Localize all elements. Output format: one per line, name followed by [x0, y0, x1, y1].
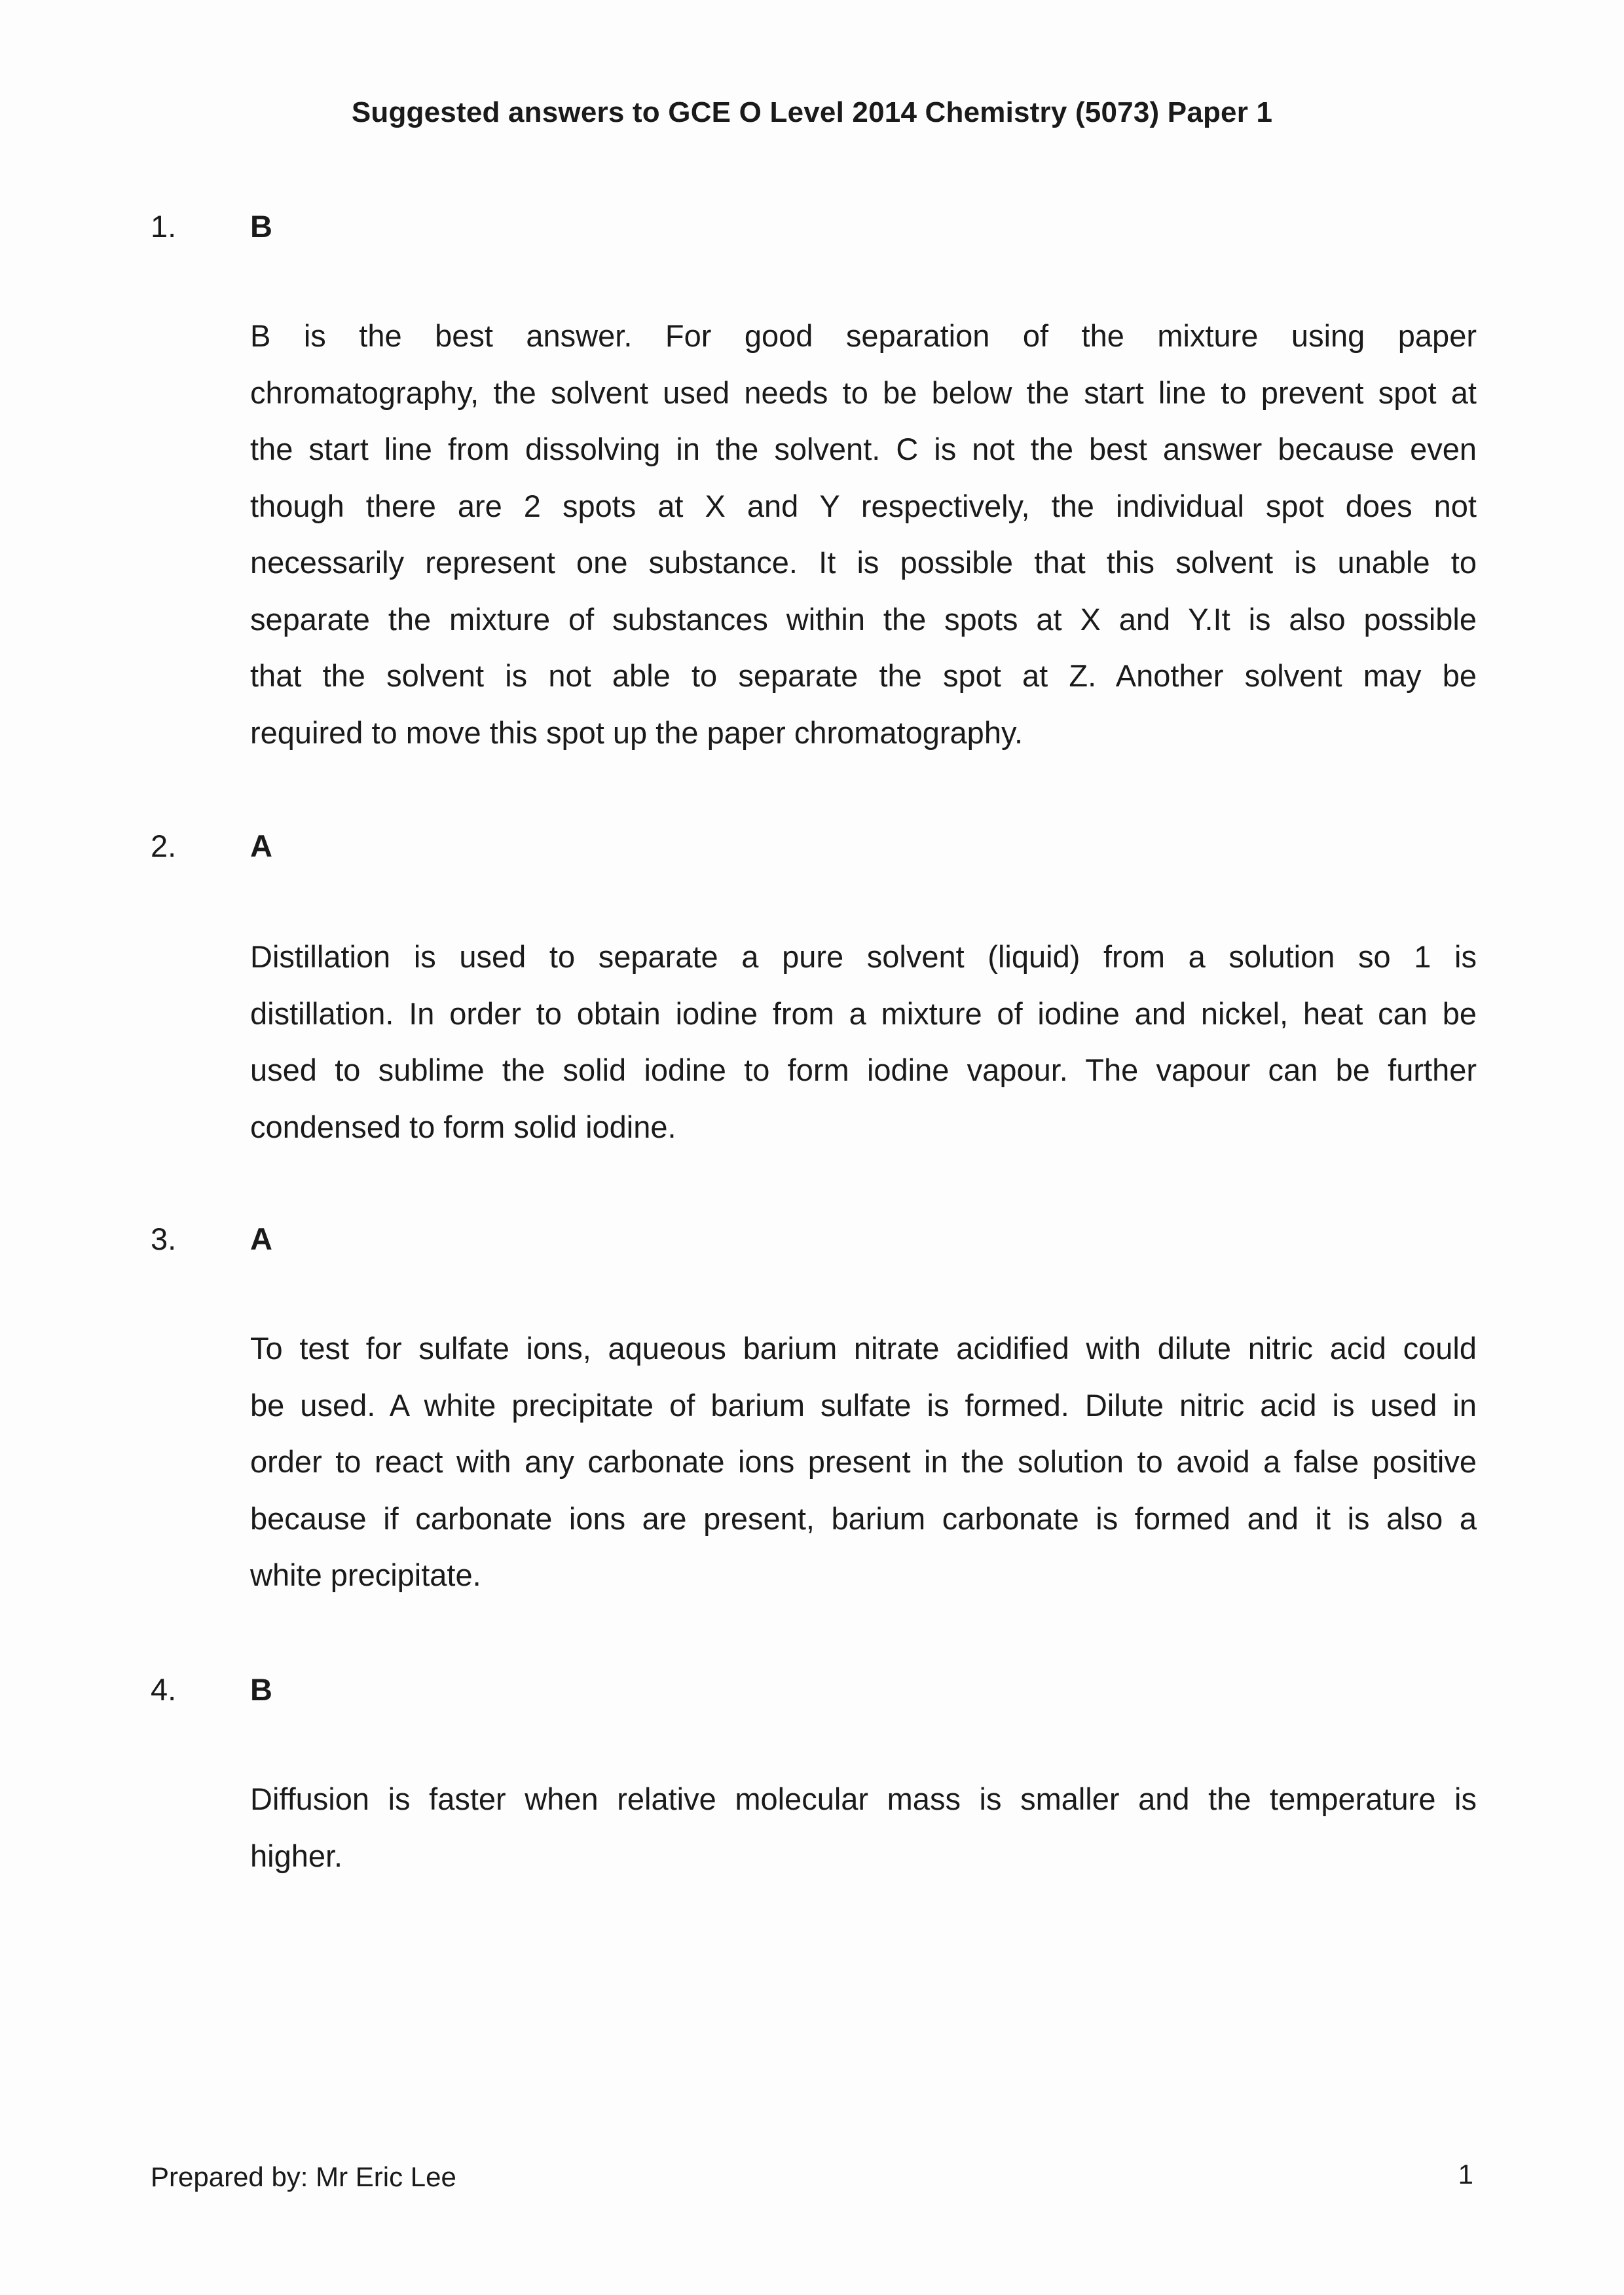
- explanation-line: order to react with any carbonate ions present in the solution to avoid a false positive: [250, 1444, 1477, 1479]
- explanation-line: required to move this spot up the paper chromatography.: [250, 715, 1024, 750]
- explanation-line: used to sublime the solid iodine to form iodine vapour. The vapour can be further: [250, 1053, 1477, 1087]
- explanation-line: separate the mixture of substances within the spots at X and Y.It is also possible: [250, 601, 1477, 637]
- explanation-line: white precipitate.: [250, 1558, 481, 1592]
- explanation-line: be used. A white precipitate of barium sulfate is formed. Dilute nitric acid is used in: [250, 1387, 1477, 1423]
- page-number: 1: [1458, 2159, 1473, 2190]
- question-2-explanation: [250, 929, 1477, 1155]
- question-4-answer: B: [250, 1672, 272, 1707]
- question-4-explanation: [250, 1771, 1477, 1884]
- question-3-explanation: [250, 1320, 1477, 1604]
- question-4-number: 4.: [151, 1672, 177, 1707]
- explanation-line: the start line from dissolving in the solvent. C is not the best answer because even: [250, 432, 1477, 466]
- explanation-line: distillation. In order to obtain iodine from a mixture of iodine and nickel, heat can be: [250, 996, 1477, 1031]
- explanation-line: chromatography, the solvent used needs to be below the start line to prevent spot at: [250, 375, 1477, 410]
- explanation-line: Diffusion is faster when relative molecular mass is smaller and the temperature is: [250, 1782, 1477, 1816]
- question-2-answer: A: [250, 829, 272, 863]
- explanation-line: though there are 2 spots at X and Y respectively, the individual spot does not: [250, 488, 1477, 523]
- document-title: Suggested answers to GCE O Level 2014 Chemistry (5073) Paper 1: [351, 96, 1273, 128]
- explanation-line: To test for sulfate ions, aqueous barium nitrate acidified with dilute nitric acid could: [250, 1331, 1477, 1366]
- explanation-line: necessarily represent one substance. It is possible that this solvent is unable to: [250, 545, 1477, 580]
- explanation-line: Distillation is used to separate a pure solvent (liquid) from a solution so 1 is: [250, 939, 1477, 974]
- question-1-answer: B: [250, 209, 272, 244]
- explanation-line: because if carbonate ions are present, barium carbonate is formed and it is also a: [250, 1501, 1477, 1536]
- question-3-answer: A: [250, 1222, 272, 1256]
- explanation-line: condensed to form solid iodine.: [250, 1109, 676, 1144]
- explanation-line: higher.: [250, 1838, 343, 1873]
- question-1-number: 1.: [151, 209, 177, 244]
- prepared-by: Prepared by: Mr Eric Lee: [151, 2161, 456, 2192]
- explanation-line: that the solvent is not able to separate the spot at Z. Another solvent may be: [250, 658, 1477, 693]
- explanation-line: B is the best answer. For good separation of the mixture using paper: [250, 318, 1477, 353]
- question-2-number: 2.: [151, 829, 177, 863]
- question-3-number: 3.: [151, 1222, 177, 1256]
- question-1-explanation: [250, 308, 1477, 761]
